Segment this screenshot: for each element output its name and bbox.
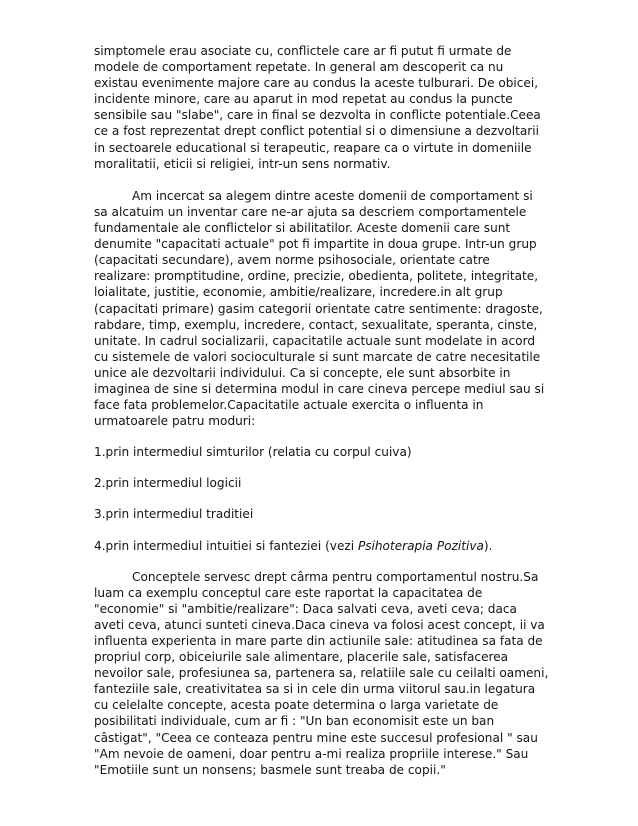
paragraph-spacer	[94, 460, 549, 475]
list-item-4-end: ).	[483, 538, 493, 553]
paragraph-2: Am incercat sa alegem dintre aceste domenii de comportament si sa alcatuim un inventar care ne-ar ajuta sa descriem comportamentele fundamentale ale conflictelor si abilitatilor. Aceste domenii care sunt denumite "capacitati actuale" pot fi impartite in doua grupe. Intr-un grup (capacitati secundare), avem norme psihosociale, orientate catre realizare: promptitudine, ordine, precizie, obedienta, politete, integritate, loialitate, justitie, economie, ambitie/realizare, incredere.in alt grup (capacitati primare) gasim categorii orientate catre sentimente: dragoste, rabdare, timp, exemplu, incredere, contact, sexualitate, speranta, cinste, unitate. In cadrul socializarii, capacitatile actuale sunt modelate in acord cu sistemele de valori socioculturale si sunt marcate de catre necesitatile unice ale dezvoltarii individului. Ca si concepte, ele sunt absorbite in imaginea de sine si determina modul in care cineva percepe mediul sau si face fata problemelor.Capacitatile actuale exercita o influenta in urmatoarele patru moduri:	[94, 188, 545, 429]
paragraph-spacer	[94, 491, 549, 506]
list-item-4	[94, 538, 549, 554]
paragraph-spacer	[94, 172, 549, 188]
list-item-3: 3.prin intermediul traditiei	[94, 507, 254, 522]
paragraph-spacer	[94, 429, 549, 444]
paragraph-3: Conceptele servesc drept cârma pentru comportamentul nostru.Sa luam ca exemplu conceptul care este raportat la capacitatea de "economie" si "ambitie/realizare": Daca salvati ceva, aveti ceva; daca aveti ceva, atunci sunteti cineva.Daca cineva va folosi acest concept, ii va influenta experienta in mare parte din actiunile sale: atitudinea sa fata de propriul corp, obiceiurile sale alimentare, placerile sale, satisfacerea nevoilor sale, profesiunea sa, partenera sa, relatiile sale cu ceilalti oameni, fanteziile sale, creativitatea sa si in cele din urma viitorul sau.in legatura cu celelalte concepte, acesta poate determina o larga varietate de posibilitati individuale, cum ar fi : "Un ban economisit este un ban câstigat", "Ceea ce conteaza pentru mine este succesul profesional " sau "Am nevoie de oameni, doar pentru a-mi realiza propriile interese." Sau "Emotiile sunt un nonsens; basmele sunt treaba de copii."	[94, 569, 549, 777]
list-item-2: 2.prin intermediul logicii	[94, 476, 242, 491]
paragraph-spacer	[94, 523, 549, 538]
paragraph-spacer	[94, 554, 549, 569]
list-item-1: 1.prin intermediul simturilor (relatia cu corpul cuiva)	[94, 445, 412, 460]
paragraph-1: simptomele erau asociate cu, conflictele care ar fi putut fi urmate de modele de comportament repetate. In general am descoperit ca nu existau evenimente majore care au condus la aceste tulburari. De obicei, incidente minore, care au aparut in mod repetat au condus la puncte sensibile sau "slabe", care in final se dezvolta in conflicte potentiale.Ceea ce a fost reprezentat drept conflict potential si o dimensiune a dezvoltarii in sectoarele educational si terapeutic, reapare ca o virtute in domeniile moralitatii, eticii si religiei, intr-un sens normativ.	[94, 44, 541, 171]
document-page	[94, 43, 549, 778]
book-title: Psihoterapia Pozitiva	[357, 538, 484, 553]
list-item-4-text: 4.prin intermediul intuitiei si fanteziei (vezi	[94, 538, 358, 553]
